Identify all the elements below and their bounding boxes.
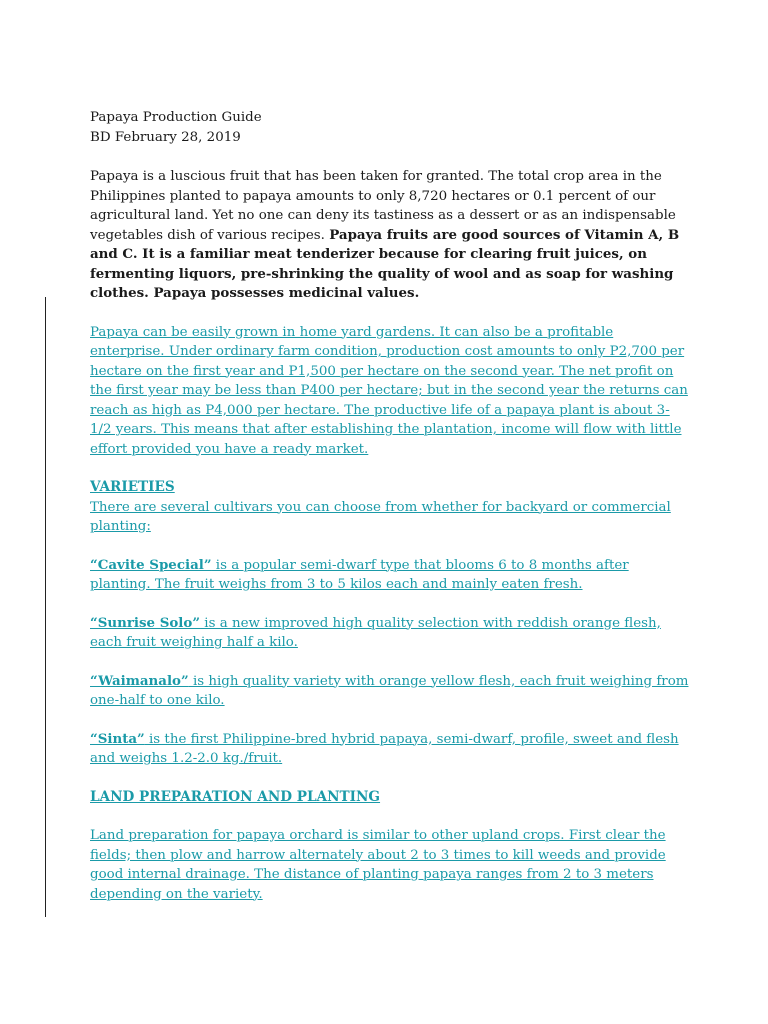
document-page	[90, 108, 690, 904]
variety-name: “Sinta”	[90, 730, 145, 747]
document-byline: BD February 28, 2019	[90, 130, 241, 145]
intro-paragraph	[90, 167, 690, 304]
intro-bold-text: Papaya fruits are good sources of Vitamin A, B and C. It is a familiar meat tenderizer because for clearing fruit juices, on fermenting liquors, pre-shrinking the quality of wool and as soap for washing clothes. Papaya possesses medicinal values.	[90, 226, 680, 301]
margin-change-bar	[45, 297, 46, 917]
profitability-paragraph[interactable]: Papaya can be easily grown in home yard gardens. It can also be a profitable enterprise. Under ordinary farm condition, production cost amounts to only P2,700 per hectare on the first year and P1,500 per hectare on the second year. The net profit on the first year may be less than P400 per hectare; but in the second year the returns can reach as high as P4,000 per hectare. The productive life of a papaya plant is about 3-1/2 years. This means that after establishing the plantation, income will flow with little effort provided you have a ready market.	[90, 324, 688, 457]
variety-desc: is a new improved high quality selection with reddish orange flesh, each fruit weighing half a kilo.	[90, 615, 661, 650]
variety-item[interactable]	[90, 556, 690, 595]
document-header	[90, 108, 690, 148]
variety-desc: is a popular semi-dwarf type that blooms 6 to 8 months after planting. The fruit weighs from 3 to 5 kilos each and mainly eaten fresh.	[90, 557, 629, 592]
variety-name: “Sunrise Solo”	[90, 614, 201, 631]
land-preparation-heading[interactable]: LAND PREPARATION AND PLANTING	[90, 788, 381, 805]
varieties-heading[interactable]: VARIETIES	[90, 479, 175, 495]
variety-item[interactable]	[90, 614, 690, 653]
variety-name: “Waimanalo”	[90, 672, 189, 689]
varieties-intro[interactable]: There are several cultivars you can choose from whether for backyard or commercial planting:	[90, 499, 671, 534]
intro-plain-text: Papaya is a luscious fruit that has been taken for granted. The total crop area in the Philippines planted to papaya amounts to only 8,720 hectares or 0.1 percent of our agricultural land. Yet no one can deny its tastiness as a dessert or as an indispensable vegetables dish of various recipes.	[90, 169, 676, 243]
land-preparation-paragraph[interactable]: Land preparation for papaya orchard is similar to other upland crops. First clear the fields; then plow and harrow alternately about 2 to 3 times to kill weeds and provide good internal drainage. The distance of planting papaya ranges from 2 to 3 meters depending on the variety.	[90, 828, 666, 902]
variety-item[interactable]	[90, 672, 690, 711]
variety-desc: is the first Philippine-bred hybrid papaya, semi-dwarf, profile, sweet and flesh and weighs 1.2-2.0 kg./fruit.	[90, 731, 679, 766]
variety-desc: is high quality variety with orange yellow flesh, each fruit weighing from one-half to one kilo.	[90, 673, 689, 708]
document-title: Papaya Production Guide	[90, 110, 262, 125]
variety-name: “Cavite Special”	[90, 556, 212, 573]
variety-item[interactable]	[90, 730, 690, 769]
